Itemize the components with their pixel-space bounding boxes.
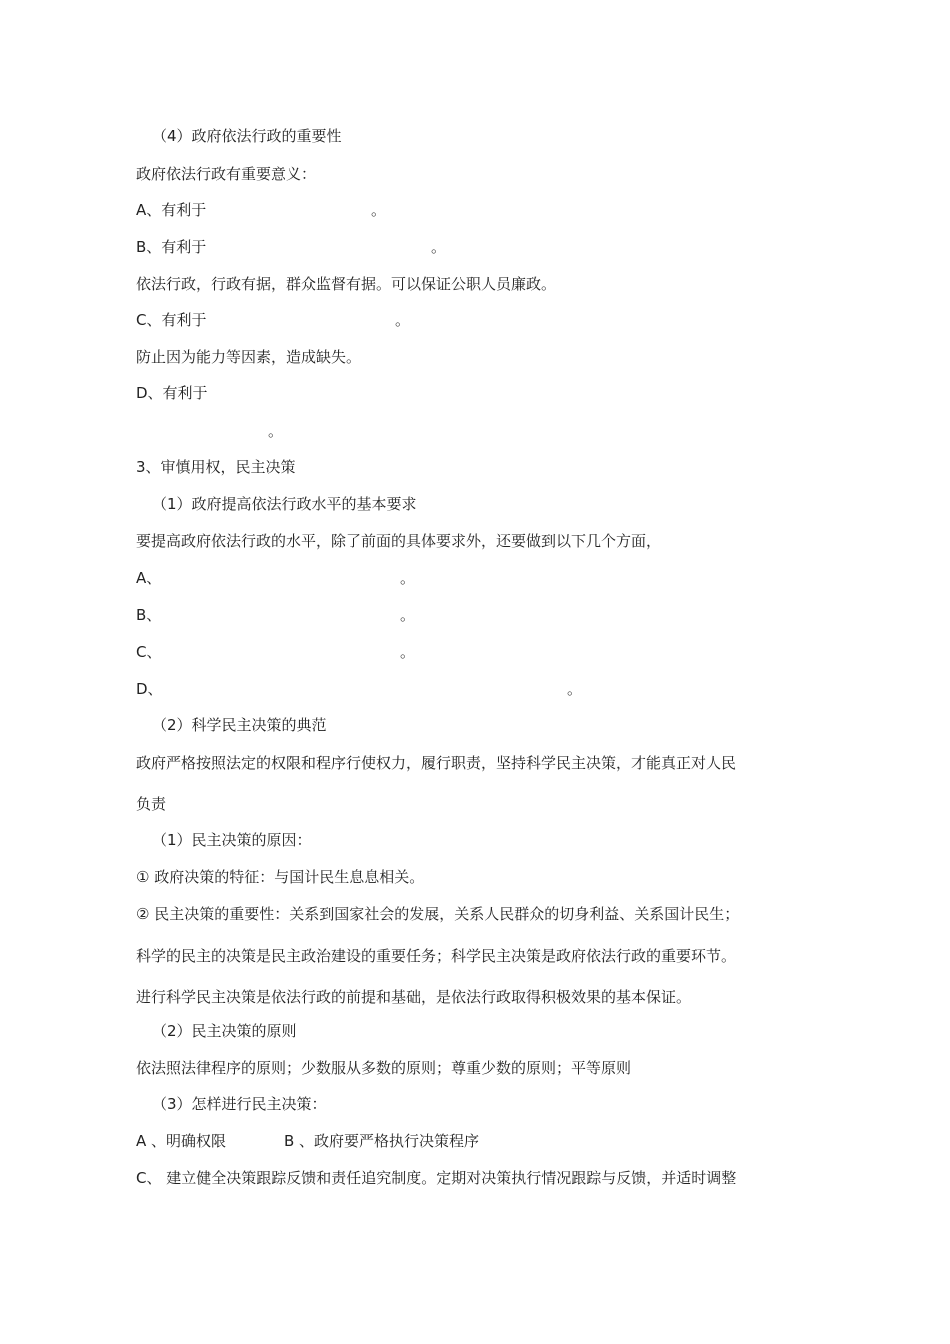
subheading-principles: （2）民主决策的原则 [152,1022,297,1040]
paragraph-premise: 进行科学民主决策是依法行政的前提和基础，是依法行政取得积极效果的基本保证。 [136,988,692,1006]
item-c-period: 。 [395,311,411,329]
item-d-label: D、有利于 [136,384,208,402]
section-heading-4: （4）政府依法行政的重要性 [152,127,342,145]
req-d-period: 。 [567,680,583,698]
section-heading-3: 3、审慎用权，民主决策 [136,458,296,476]
item-a-period: 。 [371,201,387,219]
req-c-period: 。 [400,643,416,661]
item-b-label: B、有利于 [136,238,207,256]
reason-2: ② 民主决策的重要性：关系到国家社会的发展，关系人民群众的切身利益、关系国计民生； [136,905,740,923]
subheading-requirements: （1）政府提高依法行政水平的基本要求 [152,495,417,513]
req-c-label: C、 [136,643,162,661]
req-a-period: 。 [400,569,416,587]
reason-1: ① 政府决策的特征：与国计民生息息相关。 [136,868,425,886]
item-b-period: 。 [431,238,447,256]
req-d-label: D、 [136,680,163,698]
paragraph-prevent: 防止因为能力等因素，造成缺失。 [136,348,362,366]
item-a-label: A、有利于 [136,201,207,219]
paragraph-requirements: 要提高政府依法行政的水平，除了前面的具体要求外，还要做到以下几个方面， [136,532,662,550]
paragraph-significance: 政府依法行政有重要意义： [136,165,317,183]
how-a: A 、明确权限 [136,1132,227,1150]
item-d-period: 。 [268,422,284,440]
subheading-reasons: （1）民主决策的原因： [152,831,312,849]
item-c-label: C、有利于 [136,311,207,329]
how-b: B 、政府要严格执行决策程序 [284,1132,480,1150]
subheading-model: （2）科学民主决策的典范 [152,716,327,734]
req-b-period: 。 [400,606,416,624]
paragraph-model-2: 负责 [136,795,167,813]
req-b-label: B、 [136,606,162,624]
paragraph-scientific: 科学的民主的决策是民主政治建设的重要任务；科学民主决策是政府依法行政的重要环节。 [136,947,737,965]
paragraph-supervision: 依法行政，行政有据，群众监督有据。可以保证公职人员廉政。 [136,275,557,293]
subheading-how: （3）怎样进行民主决策： [152,1095,327,1113]
paragraph-principles: 依法照法律程序的原则；少数服从多数的原则；尊重少数的原则；平等原则 [136,1059,632,1077]
req-a-label: A、 [136,569,162,587]
how-c: C、 建立健全决策跟踪反馈和责任追究制度。定期对决策执行情况跟踪与反馈，并适时调整 [136,1169,737,1187]
paragraph-model-1: 政府严格按照法定的权限和程序行使权力，履行职责，坚持科学民主决策，才能真正对人民 [136,754,737,772]
